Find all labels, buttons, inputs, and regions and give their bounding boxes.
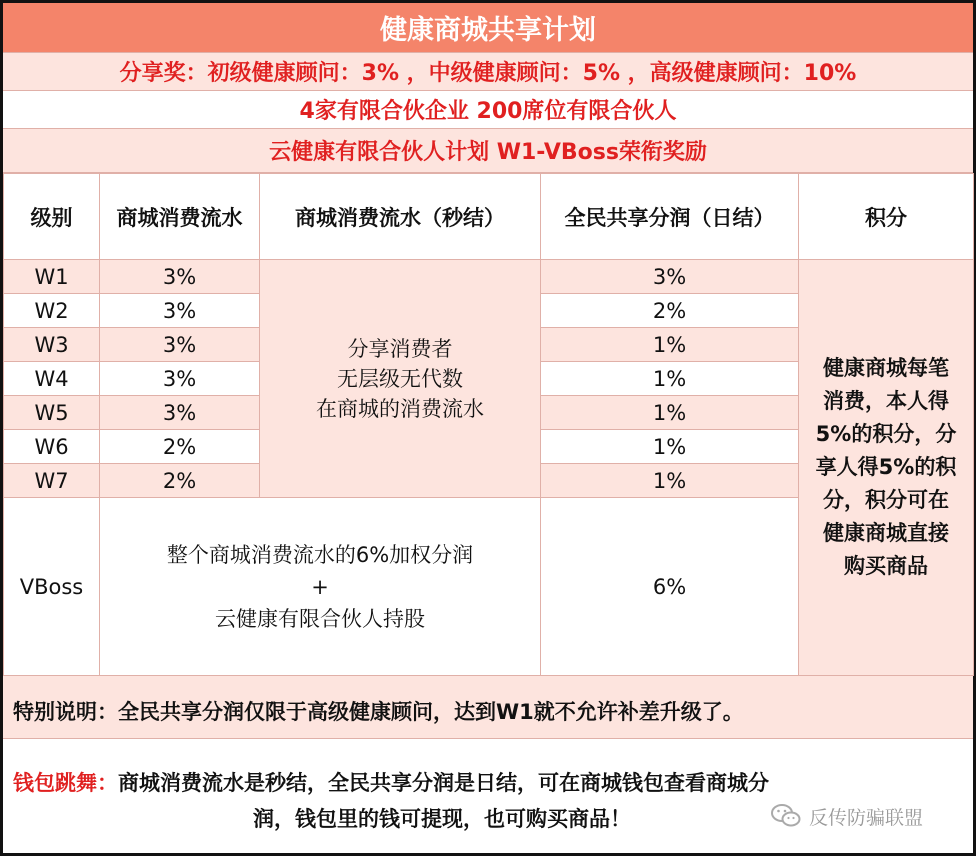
watermark-brand: [771, 801, 923, 831]
level-cell: W2: [4, 294, 100, 328]
flow-cell: 2%: [100, 430, 260, 464]
middle-line: 无层级无代数: [337, 366, 463, 391]
flow-cell: 3%: [100, 396, 260, 430]
points-line: 消费，本人得: [823, 389, 949, 413]
share-cell: 1%: [541, 396, 799, 430]
points-line: 分，积分可在: [823, 488, 949, 512]
reward-plan-line: 云健康有限合伙人计划 W1-VBoss荣衔奖励: [3, 129, 973, 173]
share-cell: 1%: [541, 464, 799, 498]
level-cell: W1: [4, 260, 100, 294]
middle-line: 在商城的消费流水: [316, 396, 484, 421]
special-note: 特别说明：全民共享分润仅限于高级健康顾问，达到W1就不允许补差升级了。: [3, 675, 973, 739]
poster-title: 健康商城共享计划: [3, 3, 973, 53]
table-row: [4, 260, 974, 294]
vboss-line: +: [311, 574, 329, 599]
points-line: 健康商城每笔: [823, 356, 949, 380]
wallet-note-text1: 商城消费流水是秒结，全民共享分润是日结，可在商城钱包查看商城分: [118, 771, 769, 795]
flow-cell: 3%: [100, 294, 260, 328]
wallet-note: [3, 739, 973, 853]
points-line: 健康商城直接: [823, 521, 949, 545]
header-flow: 商城消费流水: [100, 174, 260, 260]
header-flow-instant: 商城消费流水（秒结）: [260, 174, 541, 260]
flow-cell: 2%: [100, 464, 260, 498]
brand-name: 反传防骗联盟: [809, 806, 924, 829]
level-cell: W4: [4, 362, 100, 396]
points-description: [799, 260, 974, 676]
points-line: 享人得5%的积: [815, 455, 957, 479]
middle-description: [260, 260, 541, 498]
share-cell: 1%: [541, 362, 799, 396]
vboss-level-cell: VBoss: [4, 498, 100, 676]
share-cell: 3%: [541, 260, 799, 294]
flow-cell: 3%: [100, 328, 260, 362]
vboss-share-cell: 6%: [541, 498, 799, 676]
points-line: 购买商品: [844, 554, 928, 578]
share-cell: 1%: [541, 328, 799, 362]
wallet-note-label: 钱包跳舞：: [13, 771, 118, 795]
reward-table: [3, 173, 974, 676]
flow-cell: 3%: [100, 260, 260, 294]
level-cell: W5: [4, 396, 100, 430]
vboss-line: 云健康有限合伙人持股: [215, 606, 425, 631]
header-points: 积分: [799, 174, 974, 260]
share-bonus-line: 分享奖：初级健康顾问：3% ，中级健康顾问：5% ，高级健康顾问：10%: [3, 53, 973, 91]
vboss-line: 整个商城消费流水的6%加权分润: [166, 542, 474, 567]
partnership-line: 4家有限合伙企业 200席位有限合伙人: [3, 91, 973, 129]
points-line: 5%的积分，分: [815, 422, 957, 446]
level-cell: W7: [4, 464, 100, 498]
header-level: 级别: [4, 174, 100, 260]
wallet-note-text2: 润，钱包里的钱可提现，也可购买商品！: [253, 807, 631, 831]
flow-cell: 3%: [100, 362, 260, 396]
table-header-row: [4, 174, 974, 260]
level-cell: W3: [4, 328, 100, 362]
share-cell: 1%: [541, 430, 799, 464]
header-share-daily: 全民共享分润（日结）: [541, 174, 799, 260]
vboss-description: [100, 498, 541, 676]
wechat-icon: [771, 803, 801, 829]
level-cell: W6: [4, 430, 100, 464]
share-cell: 2%: [541, 294, 799, 328]
middle-line: 分享消费者: [347, 336, 453, 361]
